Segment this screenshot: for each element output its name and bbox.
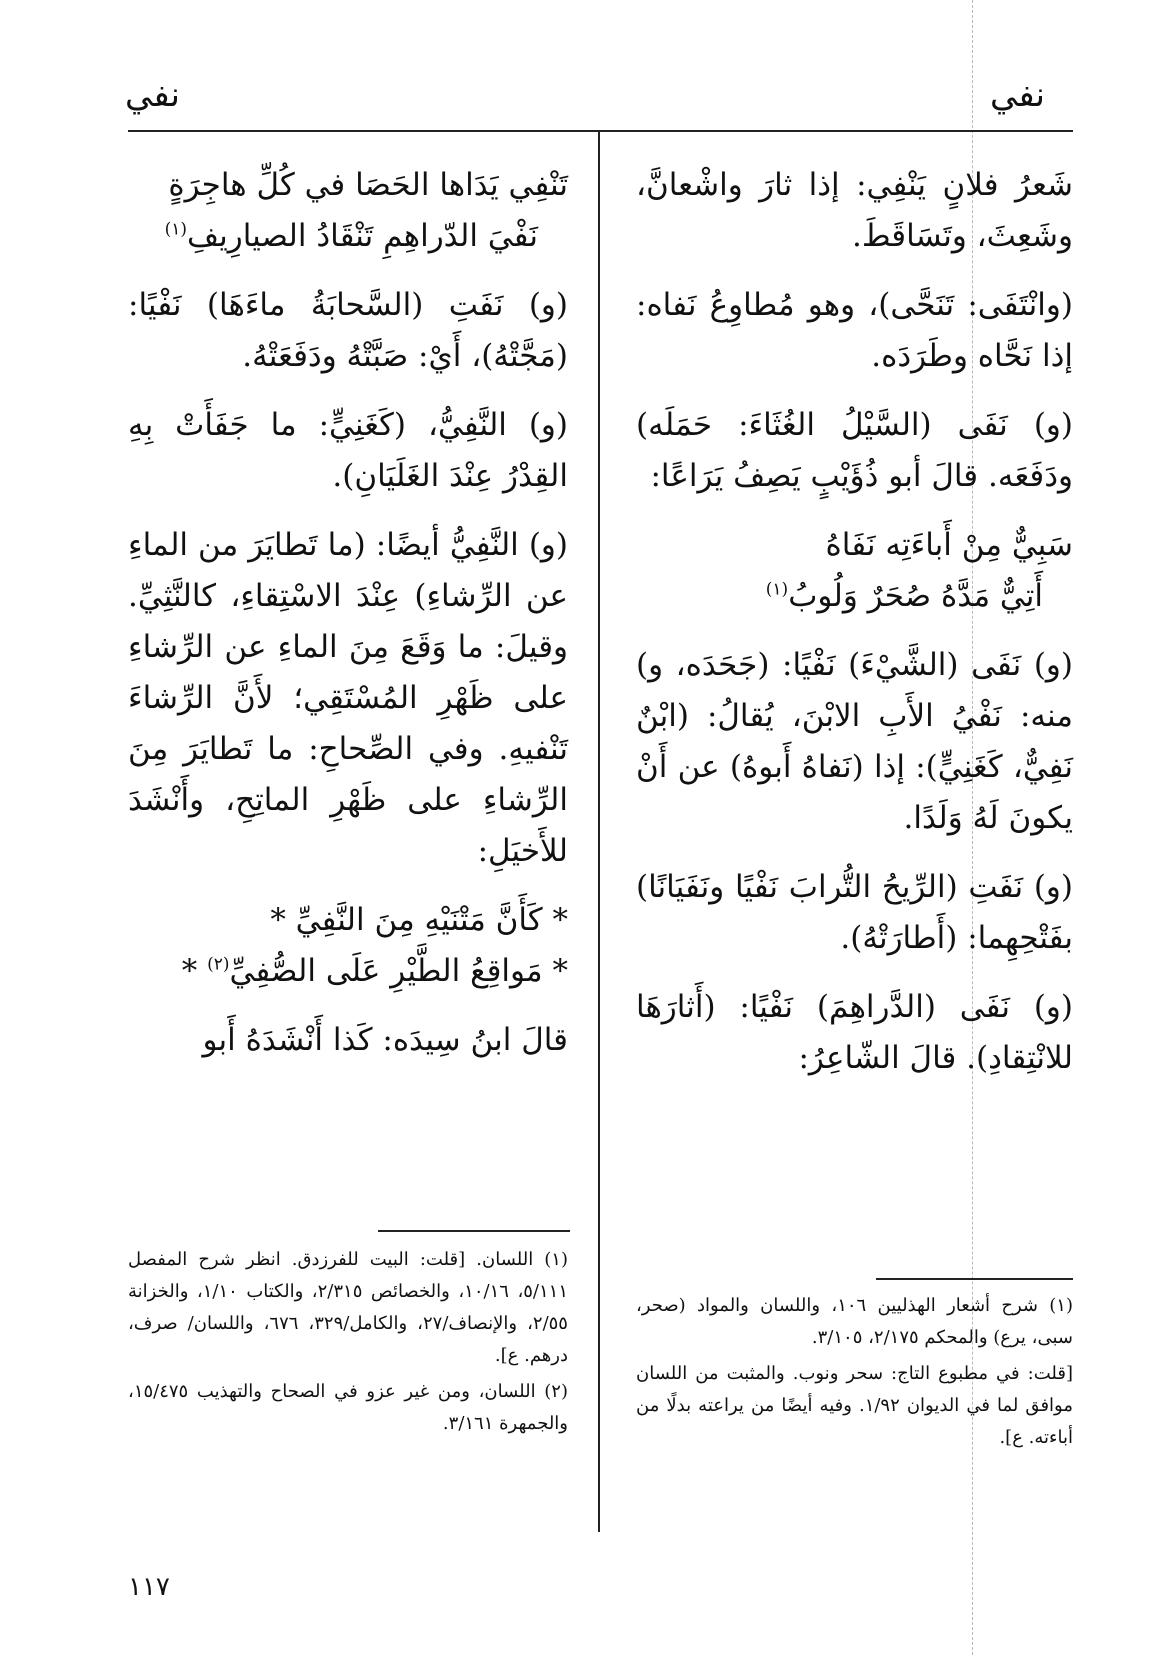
footnote-marker: (١) xyxy=(164,219,188,240)
rajaz-line-2 xyxy=(128,946,568,997)
verse-line-1: سَبِيٌّ مِنْ أَباءَتِه نَفَاهُ xyxy=(825,527,1073,563)
rajaz-akhyal xyxy=(128,895,568,997)
verse-abu-dhuayb xyxy=(636,520,1073,622)
page-number: ١١٧ xyxy=(128,1572,170,1602)
footnote-rule-left xyxy=(378,1230,570,1232)
paragraph: قالَ ابنُ سِيدَه: كَذا أَنْشَدَهُ أَبو xyxy=(202,1022,568,1058)
verse-farazdaq xyxy=(128,160,568,262)
verse-line-2 xyxy=(636,571,1073,622)
rajaz-line-1: * كَأَنَّ مَتْنَيْهِ مِنَ النَّفِيِّ * xyxy=(270,902,568,938)
paragraph: (وانْتَفَى: تَنَحَّى)، وهو مُطاوِعُ نَفاه: إذا نَحَّاه وطَرَدَه. xyxy=(636,287,1073,374)
footnotes-right xyxy=(636,1290,1073,1458)
verse-line-2-text: نَفْيَ الدّراهِمِ تَنْقَادُ الصيارِيفِ xyxy=(187,218,538,254)
footnote-rule-right xyxy=(876,1278,1073,1280)
running-header-right: نفي xyxy=(990,75,1046,115)
paragraph: (و) نَفَتِ (السَّحابَةُ ماءَهَا) نَفْيًا: (مَجَّتْهُ)، أَيْ: صَبَّتْهُ ودَفَعَتْهُ. xyxy=(128,287,568,374)
verse-line-2 xyxy=(128,211,568,262)
footnote: (١) اللسان. [قلت: البيت للفرزدق. انظر شرح المفصل ٥/١١١، ١٠/١٦، والخصائص ٢/٣١٥، والكتاب ١/١٠، والخزانة ٢/٥٥، والإنصاف/٢٧، والكامل/٣٢٩، ٦٧٦، واللسان/ صرف، درهم. ع]. xyxy=(128,1249,568,1366)
paragraph: (و) النَّفِيُّ، (كَغَنِيٍّ: ما جَفَأَتْ بِهِ القِدْرُ عِنْدَ الغَلَيَانِ). xyxy=(128,407,568,494)
column-divider xyxy=(598,132,600,1532)
paragraph: شَعرُ فلانٍ يَنْفِي: إذا ثارَ واشْعانَّ، وشَعِثَ، وتَسَاقَطَ. xyxy=(636,167,1073,254)
paragraph: (و) نَفَى (الشَّيْءَ) نَفْيًا: (جَحَدَه، و) منه: نَفْيُ الأَبِ الابْنَ، يُقالُ: (ابْنٌ نَفِيٌّ، كَغَنِيٍّ): إذا (نَفاهُ أَبوهُ) عن أَنْ يكونَ لَهُ وَلَدًا. xyxy=(636,647,1073,836)
footnote: (١) شرح أشعار الهذليين ١٠٦، واللسان والمواد (صحر، سبى، يرع) والمحكم ٢/١٧٥، ٣/١٠٥. xyxy=(636,1295,1073,1348)
footnote: (٢) اللسان، ومن غير عزو في الصحاح والتهذيب ١٥/٤٧٥، والجمهرة ٣/١٦١. xyxy=(128,1381,568,1434)
left-column xyxy=(128,160,568,1084)
paragraph: (و) نَفَتِ (الرِّيحُ التُّرابَ نَفْيًا ونَفَيَانًا) بفَتْحِهِما: (أَطارَتْهُ). xyxy=(636,869,1073,956)
verse-line-1: تَنْفِي يَدَاها الحَصَا في كُلِّ هاجِرَةٍ xyxy=(168,167,568,203)
footnote-marker: (٢) xyxy=(207,954,230,975)
paragraph: (و) النَّفِيُّ أيضًا: (ما تَطايَرَ من الماءِ عن الرِّشاءِ) عِنْدَ الاسْتِقاءِ، كالنَّثِيِّ. وقيلَ: ما وَقَعَ مِنَ الماءِ عن الرِّشاءِ على ظَهْرِ المُسْتَقِي؛ لأَنَّ الرِّشاءَ تَنْفيهِ. وفي الصِّحاحِ: ما تَطايَرَ مِنَ الرِّشاءِ على ظَهْرِ الماتِحِ، وأَنْشَدَ للأَخيَلِ: xyxy=(128,527,568,869)
header-rule xyxy=(128,130,1073,132)
verse-line-2-text: أَتِيٌّ مَدَّهُ صُحَرٌ وَلُوبُ xyxy=(788,578,1043,614)
rajaz-line-2-text: * مَواقِعُ الطَّيْرِ عَلَى الصُّفِيِّ xyxy=(229,953,568,989)
right-column xyxy=(636,160,1073,1102)
paragraph: (و) نَفَى (الدَّراهِمَ) نَفْيًا: (أَثارَهَا للانْتِقادِ). قالَ الشّاعِرُ: xyxy=(636,989,1073,1076)
rajaz-line-2-end: * xyxy=(181,953,208,989)
paragraph: (و) نَفَى (السَّيْلُ الغُثَاءَ: حَمَلَه) ودَفَعَه. قالَ أبو ذُؤَيْبٍ يَصِفُ يَرَاعًا: xyxy=(636,407,1073,494)
footnotes-left xyxy=(128,1244,568,1444)
footnote: [قلت: في مطبوع التاج: سحر ونوب. والمثبت من اللسان موافق لما في الديوان ١/٩٢. وفيه أيضًا من يراعته بدلًا من أباءته. ع]. xyxy=(636,1363,1073,1448)
running-header-left: نفي xyxy=(125,75,181,115)
footnote-marker: (١) xyxy=(765,579,789,600)
